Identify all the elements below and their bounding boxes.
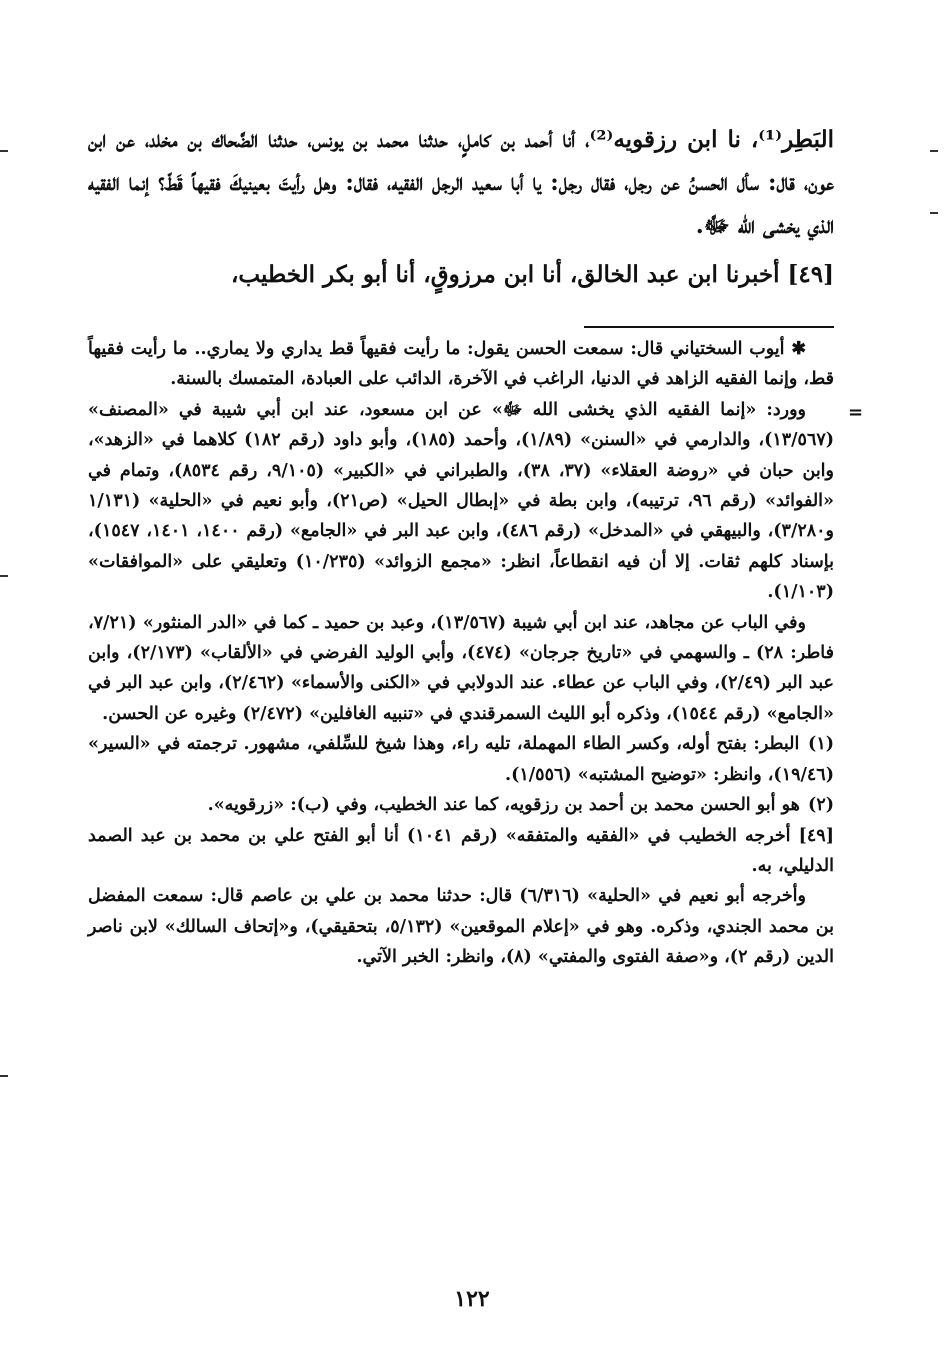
footnote-text: هو أبو الحسن محمد بن أحمد بن رزقويه، كما عند الخطيب، وفي (ب): «زرقويه». <box>207 795 800 816</box>
hadith-49-heading: [٤٩] أخبرنا ابن عبد الخالق، أنا ابن مرزوقٍ، أنا أبو بكر الخطيب، <box>230 261 834 288</box>
page-number: ١٢٢ <box>454 1286 490 1312</box>
continuation-marker: = <box>848 402 864 423</box>
footnote-2 <box>88 790 834 820</box>
footnote-text: البطر: بفتح أوله، وكسر الطاء المهملة، تليه راء، وهذا شيخ للسِّلفي، مشهور. ترجمته في «السير» (١٩/٤٦)، وانظر: «توضيح المشتبه» (١/٥٥٦). <box>88 734 834 785</box>
margin-mark <box>0 150 8 152</box>
margin-mark <box>0 1075 8 1077</box>
margin-mark <box>0 575 8 577</box>
footnote-star: ✱ أيوب السختياني قال: سمعت الحسن يقول: ما رأيت فقيهاً قط يداري ولا يماري.. ما رأيت فقيهاً قط، وإنما الفقيه الزاهد في الدنيا، الراغب في الآخرة، الدائب على العبادة، المتمسك بالسنة. <box>88 339 834 390</box>
footnote-49: [٤٩] أخرجه الخطيب في «الفقيه والمتفقه» (رقم ١٠٤١) أنا أبو الفتح علي بن محمد بن عبد الصمد الدليلي، به. <box>88 825 834 876</box>
footnote-49-continued: وأخرجه أبو نعيم في «الحلية» (٦/٣١٦) قال: حدثنا محمد بن علي بن عاصم قال: سمعت المفضل بن محمد الجندي، وذكره. وهو في «إعلام الموقعين» (٥/١٣٢، بتحقيقي)، و«إتحاف السالك» لابن ناصر الدين (رقم ٢)، و«صفة الفتوى والمفتي» (٨)، وانظر: الخبر الآتي. <box>88 886 834 968</box>
footnote-number: (١) <box>808 734 835 755</box>
footnotes <box>88 334 834 973</box>
footnote-separator-wrap <box>88 326 834 328</box>
footnote-separator <box>584 326 834 328</box>
margin-mark <box>930 150 938 152</box>
margin-mark <box>930 212 938 214</box>
book-page <box>88 118 834 973</box>
footnote-1 <box>88 729 834 790</box>
footnote-number: (٢) <box>808 795 834 816</box>
footnote-bab: وفي الباب عن مجاهد، عند ابن أبي شيبة (١٣/٥٦٧)، وعبد بن حميد ـ كما في «الدر المنثور» (٧/٢١، فاطر: ٢٨) ـ والسهمي في «تاريخ جرجان» (٤٧٤)، وأبي الوليد الفرضي في «الألقاب» (٢/١٧٣)، وابن عبد البر (٢/٤٩)، وفي الباب عن عطاء. عند الدولابي في «الكنى والأسماء» (٢/٤٦٢)، وابن عبد البر في «الجامع» (رقم ١٥٤٤)، وذكره أبو الليث السمرقندي في «تنبيه الغافلين» (٢/٤٧٢) وغيره عن الحسن. <box>88 612 834 724</box>
main-paragraph: البَطِر⁽¹⁾، نا ابن رزقويه⁽²⁾، أنا أحمد بن كاملٍ، حدثنا محمد بن يونس، حدثنا الضَّحاك بن مخلد، عن ابن عون، قال: سأل الحسنُ عن رجل، فقال رجل: يا أبا سعيد الرجل الفقيه، فقال: وهل رأيتَ بعينيكَ فقيهاً قَطّ؟ إنما الفقيه الذي يخشى الله ﷻ. <box>88 126 834 239</box>
footnote-warada: وورد: «إنما الفقيه الذي يخشى الله ﷻ» عن ابن مسعود، عند ابن أبي شيبة في «المصنف» (١٣/٥٦٧)، والدارمي في «السنن» (١/٨٩)، وأحمد (١٨٥)، وأبو داود (رقم ١٨٢) كلاهما في «الزهد»، وابن حبان في «روضة العقلاء» (٣٧، ٣٨)، والطبراني في «الكبير» (٩/١٠٥، رقم ٨٥٣٤)، وتمام في «الفوائد» (رقم ٩٦، ترتيبه)، وابن بطة في «إبطال الحيل» (ص٢١)، وأبو نعيم في «الحلية» (١/١٣١ و٣/٢٨٠)، والبيهقي في «المدخل» (رقم ٤٨٦)، وابن عبد البر في «الجامع» (رقم ١٤٠٠، ١٤٠١، ١٥٤٧)، بإسناد كلهم ثقات. إلا أن فيه انقطاعاً، انظر: «مجمع الزوائد» (١٠/٢٣٥) وتعليقي على «الموافقات» (١/١٠٣). <box>88 399 835 603</box>
main-text <box>88 118 834 296</box>
